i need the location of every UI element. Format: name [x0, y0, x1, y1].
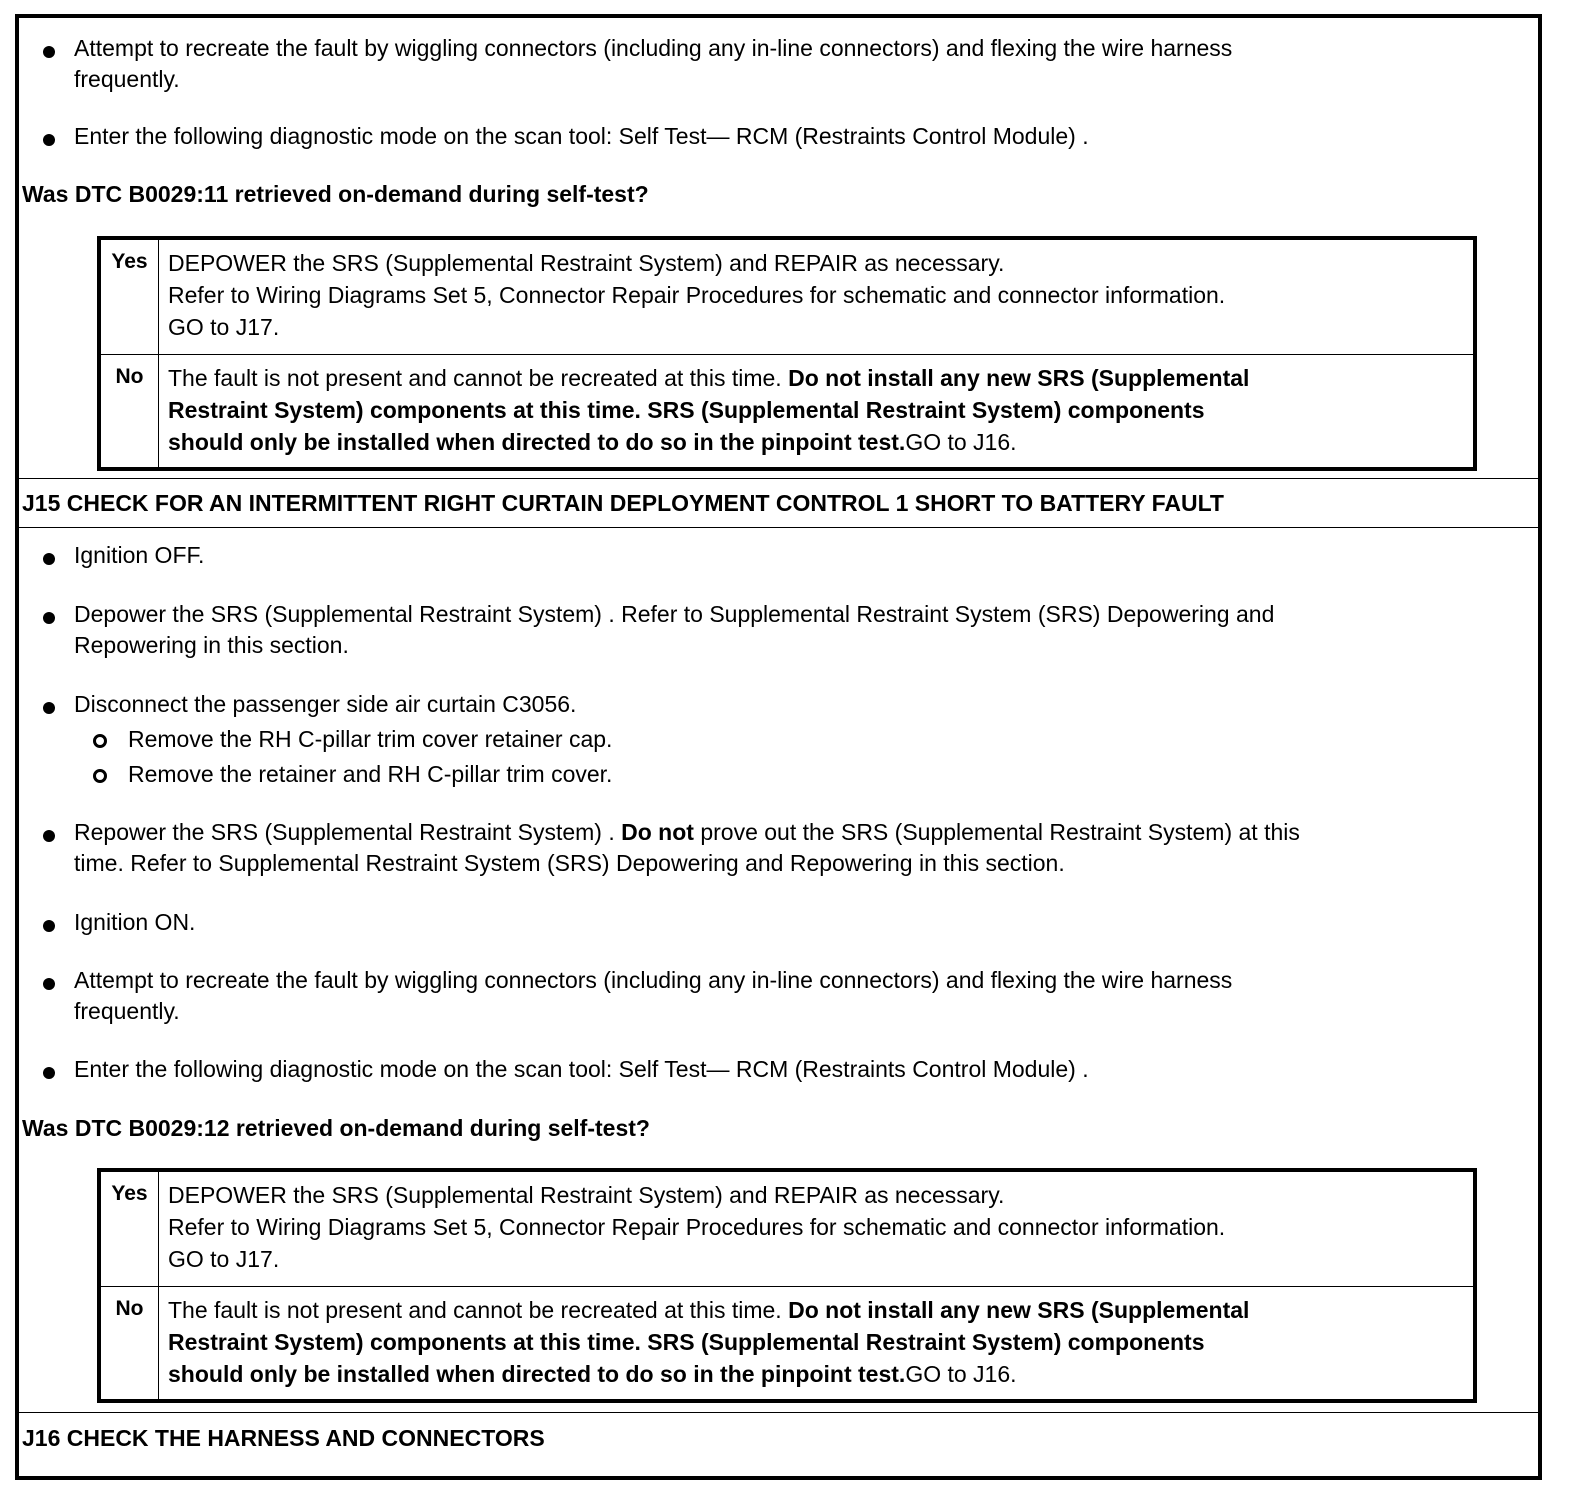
warning-text: Do not install any new SRS (Supplemental	[788, 1297, 1250, 1323]
step-text	[74, 816, 1300, 848]
warning-text: should only be installed when directed to do so in the pinpoint test.	[168, 429, 906, 455]
step-text: Attempt to recreate the fault by wiggling connectors (including any in-line connectors) and flexing the wire harness	[74, 967, 1233, 993]
bullet-icon	[43, 920, 55, 932]
step-text-part: prove out the SRS (Supplemental Restraint System) at this	[693, 819, 1300, 845]
warning-text: Restraint System) components at this time. SRS (Supplemental Restraint System) components	[168, 1329, 1205, 1355]
yes-line: DEPOWER the SRS (Supplemental Restraint System) and REPAIR as necessary.	[168, 250, 1005, 276]
no-row	[101, 1286, 1473, 1399]
divider	[19, 478, 1538, 479]
bullet-icon	[43, 978, 55, 990]
step-text: Ignition OFF.	[74, 542, 205, 568]
bullet-icon	[43, 612, 55, 624]
bullet-icon	[43, 702, 55, 714]
sub-step-text: Remove the retainer and RH C-pillar trim cover.	[128, 761, 613, 787]
yes-line: Refer to Wiring Diagrams Set 5, Connector Repair Procedures for schematic and connector information.	[168, 282, 1226, 308]
step-text-part: Repower the SRS (Supplemental Restraint System) .	[74, 819, 622, 845]
warning-text: should only be installed when directed to do so in the pinpoint test.	[168, 1361, 906, 1387]
no-plain-text: The fault is not present and cannot be recreated at this time.	[168, 365, 789, 391]
divider	[19, 1412, 1538, 1413]
question-text: Was DTC B0029:11 retrieved on-demand during self-test?	[22, 181, 649, 207]
sub-bullet-icon	[93, 769, 107, 783]
no-action	[159, 355, 1473, 467]
bullet-icon	[43, 830, 55, 842]
step-text-continued: frequently.	[74, 66, 180, 92]
yes-row	[101, 1172, 1473, 1286]
bullet-icon	[43, 1067, 55, 1079]
question-text: Was DTC B0029:12 retrieved on-demand during self-test?	[22, 1115, 650, 1141]
step-text: Enter the following diagnostic mode on the scan tool: Self Test— RCM (Restraints Control Module) .	[74, 123, 1089, 149]
no-label: No	[101, 355, 159, 467]
yes-no-table	[97, 1168, 1477, 1403]
yes-label: Yes	[101, 1172, 159, 1286]
no-plain-text: The fault is not present and cannot be recreated at this time.	[168, 1297, 789, 1323]
yes-line: GO to J17.	[168, 314, 280, 340]
yes-row	[101, 240, 1473, 354]
pinpoint-test-page	[15, 14, 1542, 1480]
step-text: Attempt to recreate the fault by wiggling connectors (including any in-line connectors) and flexing the wire harness	[74, 35, 1233, 61]
yes-line: Refer to Wiring Diagrams Set 5, Connector Repair Procedures for schematic and connector information.	[168, 1214, 1226, 1240]
no-action	[159, 1287, 1473, 1399]
j15-heading: J15 CHECK FOR AN INTERMITTENT RIGHT CURTAIN DEPLOYMENT CONTROL 1 SHORT TO BATTERY FAULT	[22, 490, 1224, 516]
step-text-continued: Repowering in this section.	[74, 632, 349, 658]
j16-heading: J16 CHECK THE HARNESS AND CONNECTORS	[22, 1425, 545, 1451]
bullet-icon	[43, 553, 55, 565]
sub-bullet-icon	[93, 734, 107, 748]
step-text-continued: time. Refer to Supplemental Restraint System (SRS) Depowering and Repowering in this section.	[74, 850, 1065, 876]
divider	[19, 527, 1538, 528]
goto-link[interactable]: GO to J16.	[905, 1361, 1017, 1387]
yes-line: DEPOWER the SRS (Supplemental Restraint System) and REPAIR as necessary.	[168, 1182, 1005, 1208]
goto-link[interactable]: GO to J16.	[905, 429, 1017, 455]
no-row	[101, 354, 1473, 467]
yes-label: Yes	[101, 240, 159, 354]
yes-line: GO to J17.	[168, 1246, 280, 1272]
no-label: No	[101, 1287, 159, 1399]
yes-action	[159, 1172, 1473, 1286]
step-text: Enter the following diagnostic mode on the scan tool: Self Test— RCM (Restraints Control Module) .	[74, 1056, 1089, 1082]
step-text-continued: frequently.	[74, 998, 180, 1024]
warning-text: Restraint System) components at this time. SRS (Supplemental Restraint System) components	[168, 397, 1205, 423]
bullet-icon	[43, 134, 55, 146]
warning-text: Do not	[621, 819, 694, 845]
sub-step-text: Remove the RH C-pillar trim cover retainer cap.	[128, 726, 613, 752]
yes-action	[159, 240, 1473, 354]
yes-no-table	[97, 236, 1477, 471]
step-text: Depower the SRS (Supplemental Restraint System) . Refer to Supplemental Restraint System (SRS) Depowering and	[74, 601, 1275, 627]
step-text: Ignition ON.	[74, 909, 196, 935]
step-text: Disconnect the passenger side air curtain C3056.	[74, 691, 577, 717]
bullet-icon	[43, 46, 55, 58]
warning-text: Do not install any new SRS (Supplemental	[788, 365, 1250, 391]
